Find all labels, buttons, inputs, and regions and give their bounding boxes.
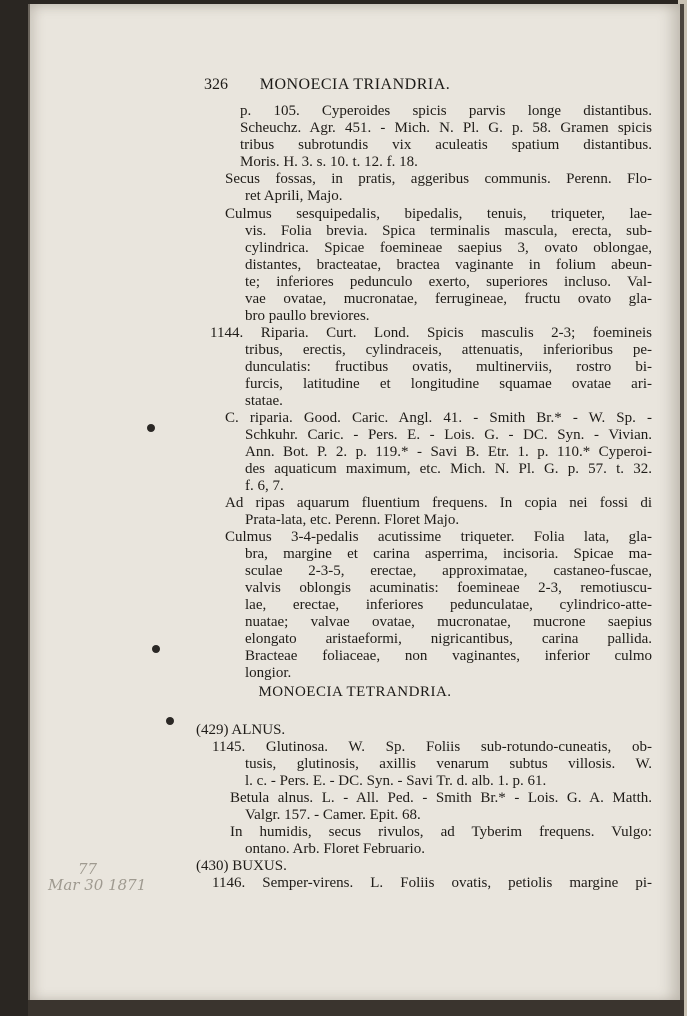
text-line: dunculatis: fructibus ovatis, multinerviis, rostro bi- <box>245 359 652 375</box>
text-line: Moris. H. 3. s. 10. t. 12. f. 18. <box>240 154 418 170</box>
text-line: Scheuchz. Agr. 451. - Mich. N. Pl. G. p. 58. Gramen spicis <box>240 120 652 136</box>
text-line: furcis, latitudine et longitudine squamae ovatae ari- <box>245 376 652 392</box>
text-line: Valgr. 157. - Camer. Epit. 68. <box>245 807 421 823</box>
text-line: vis. Folia brevia. Spica terminalis mascula, erecta, sub- <box>245 223 652 239</box>
page-header <box>30 76 680 98</box>
text-line: ontano. Arb. Floret Februario. <box>245 841 425 857</box>
text-line: Culmus 3-4-pedalis acutissime triqueter. Folia lata, gla- <box>225 529 652 545</box>
genus-heading: (430) BUXUS. <box>196 858 287 874</box>
page-number: 326 <box>204 76 228 93</box>
running-title: MONOECIA TRIANDRIA. <box>259 76 451 93</box>
text-line: Culmus sesquipedalis, bipedalis, tenuis, triqueter, lae- <box>225 206 652 222</box>
text-line: p. 105. Cyperoides spicis parvis longe distantibus. <box>240 103 652 119</box>
handwritten-number: 77 <box>78 860 98 878</box>
text-line: elongato aristaeformi, nigricantibus, carina pallida. <box>245 631 652 647</box>
binding-hole <box>166 717 174 725</box>
text-line: vae ovatae, mucronatae, ferrugineae, fructu ovato gla- <box>245 291 652 307</box>
entry-1146: 1146. Semper-virens. L. Foliis ovatis, petiolis margine pi- <box>212 875 652 891</box>
text-line: tribus, erectis, cylindraceis, attenuatis, inferioribus pe- <box>245 342 652 358</box>
text-line: nuatae; valvae ovatae, mucronatae, mucrone saepius <box>245 614 652 630</box>
text-line: Betula alnus. L. - All. Ped. - Smith Br.* - Lois. G. A. Matth. <box>230 790 652 806</box>
text-line: lae, erectae, inferiores pedunculatae, cylindrico-atte- <box>245 597 652 613</box>
text-line: des aquaticum maximum, etc. Mich. N. Pl. G. p. 57. t. 32. <box>245 461 652 477</box>
text-line: ret Aprili, Majo. <box>245 188 343 204</box>
book-page <box>28 4 684 1002</box>
text-line: statae. <box>245 393 283 409</box>
binding-hole <box>152 645 160 653</box>
genus-heading: (429) ALNUS. <box>196 722 286 738</box>
handwritten-date: Mar 30 1871 <box>48 876 147 894</box>
text-line: l. c. - Pers. E. - DC. Syn. - Savi Tr. d. alb. 1. p. 61. <box>245 773 547 789</box>
text-line: tusis, glutinosis, axillis venarum subtus villosis. W. <box>245 756 652 772</box>
text-line: Prata-lata, etc. Perenn. Floret Majo. <box>245 512 460 528</box>
text-line: bro paullo breviores. <box>245 308 370 324</box>
text-line: bra, margine et carina asperrima, incisoria. Spicae ma- <box>245 546 652 562</box>
text-line: te; inferiores pedunculo exerto, superiores incluso. Val- <box>245 274 652 290</box>
text-line: valvis oblongis acuminatis: foemineae 2-3, remotiuscu- <box>245 580 652 596</box>
text-line: distantes, bracteatae, bractea vaginante in folium abeun- <box>245 257 652 273</box>
binding-hole <box>147 424 155 432</box>
page-bottom-edge <box>28 1000 684 1016</box>
text-line: In humidis, secus rivulos, ad Tyberim frequens. Vulgo: <box>230 824 652 840</box>
text-line: cylindrica. Spicae foemineae saepius 3, ovato oblongae, <box>245 240 652 256</box>
entry-1145: 1145. Glutinosa. W. Sp. Foliis sub-rotundo-cuneatis, ob- <box>212 739 652 755</box>
text-line: Bracteae foliaceae, non vaginantes, inferior culmo <box>245 648 652 664</box>
text-line: C. riparia. Good. Caric. Angl. 41. - Smith Br.* - W. Sp. - <box>225 410 652 426</box>
text-line: tribus subrotundis vix aculeatis spatium distantibus. <box>240 137 652 153</box>
text-line: longior. <box>245 665 292 681</box>
section-title: MONOECIA TETRANDRIA. <box>258 684 452 700</box>
text-line: Ann. Bot. P. 2. p. 119.* - Savi B. Etr. 1. p. 110.* Cyperoi- <box>245 444 652 460</box>
entry-1144: 1144. Riparia. Curt. Lond. Spicis masculis 2-3; foemineis <box>210 325 652 341</box>
text-line: Ad ripas aquarum fluentium frequens. In copia nei fossi di <box>225 495 652 511</box>
text-line: Schkuhr. Caric. - Pers. E. - Lois. G. - DC. Syn. - Vivian. <box>245 427 652 443</box>
text-line: Secus fossas, in pratis, aggeribus communis. Perenn. Flo- <box>225 171 652 187</box>
text-line: sculae 2-3-5, erectae, approximatae, castaneo-fuscae, <box>245 563 652 579</box>
text-line: f. 6, 7. <box>245 478 284 494</box>
